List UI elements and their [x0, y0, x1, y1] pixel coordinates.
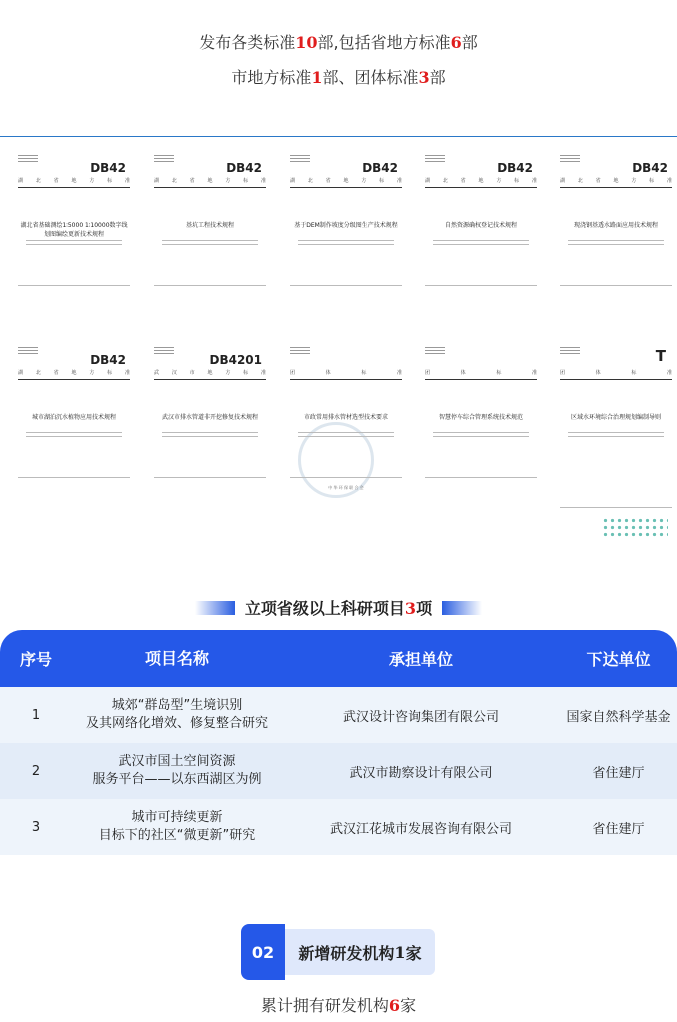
footer-summary: 累计拥有研发机构6家: [260, 996, 417, 1015]
cell-issuer: 省住建厅: [592, 765, 645, 781]
doc-header-lines: [18, 155, 38, 163]
doc-title: 智慧停车综合管理系统技术规范: [438, 414, 523, 421]
doc-date-line: [560, 285, 672, 287]
doc-date-line: [154, 285, 266, 287]
table-row: [0, 743, 677, 799]
doc-title: 城市湖泊沉水植物应用技术规程: [31, 414, 116, 421]
cell-issuer: 省住建厅: [592, 821, 645, 837]
doc-category: 团 体 标 准: [290, 369, 402, 380]
doc-english-lines: [162, 432, 258, 442]
standard-document-cover: [421, 145, 541, 315]
doc-issuer: 中 华 环 保 联 合 会: [328, 485, 364, 490]
doc-header-lines: [560, 155, 580, 163]
cell-no: 1: [31, 707, 41, 723]
doc-category: 湖 北 省 地 方 标 准: [18, 177, 130, 188]
doc-code: T: [655, 347, 666, 365]
doc-category: 湖 北 省 地 方 标 准: [290, 177, 402, 188]
standard-document-cover: [150, 337, 270, 507]
doc-code: DB4201: [209, 353, 262, 367]
standard-document-cover: [556, 337, 676, 537]
doc-category: 团 体 标 准: [425, 369, 537, 380]
standard-document-cover: [286, 337, 406, 507]
doc-title: 湖北省基础测绘1∶5000 1∶10000数字线划图编绘更新技术规程: [20, 222, 128, 238]
doc-english-lines: [298, 432, 394, 442]
doc-english-lines: [162, 240, 258, 250]
header-issuer: 下达单位: [586, 650, 651, 669]
doc-english-lines: [433, 240, 529, 250]
doc-title: 区域水环境综合治理规划编制导则: [570, 414, 661, 421]
research-table: [0, 630, 677, 855]
doc-date-line: [18, 285, 130, 287]
title-decoration-right: [442, 601, 482, 615]
cell-name: 城市可持续更新 目标下的社区“微更新”研究: [98, 810, 256, 843]
standard-document-cover: [286, 145, 406, 315]
doc-code: DB42: [497, 161, 533, 175]
table-row: [0, 687, 677, 743]
standard-document-cover: [421, 337, 541, 507]
doc-title: 现浇钢基透水路面应用技术规程: [573, 222, 658, 229]
doc-date-line: [560, 507, 672, 509]
cell-org: 武汉市勘察设计有限公司: [349, 765, 493, 781]
doc-category: 湖 北 省 地 方 标 准: [560, 177, 672, 188]
doc-date-line: [425, 285, 537, 287]
intro-line-1: 发布各类标准10部,包括省地方标准6部: [199, 33, 478, 52]
intro-line-2: 市地方标准1部、团体标准3部: [231, 68, 446, 87]
doc-english-lines: [568, 240, 664, 250]
doc-category: 武 汉 市 地 方 标 准: [154, 369, 266, 380]
doc-header-lines: [290, 347, 310, 355]
section-title: 新增研发机构 1 家: [285, 929, 435, 975]
doc-english-lines: [433, 432, 529, 442]
table-row: [0, 799, 677, 855]
doc-category: 湖 北 省 地 方 标 准: [425, 177, 537, 188]
doc-category: 湖 北 省 地 方 标 准: [18, 369, 130, 380]
doc-date-line: [425, 477, 537, 479]
doc-title: 市政常用排水管材选型技术要求: [303, 414, 388, 421]
doc-header-lines: [154, 347, 174, 355]
header-no: 序号: [19, 650, 52, 669]
doc-english-lines: [298, 240, 394, 250]
doc-title: 武汉市排水管道非开挖修复技术规程: [161, 414, 258, 421]
standard-document-cover: [14, 337, 134, 507]
doc-header-lines: [560, 347, 580, 355]
doc-code: DB42: [90, 161, 126, 175]
header-org: 承担单位: [388, 650, 453, 669]
doc-header-lines: [290, 155, 310, 163]
doc-header-lines: [18, 347, 38, 355]
doc-english-lines: [568, 432, 664, 442]
cell-org: 武汉设计咨询集团有限公司: [342, 709, 499, 725]
doc-title: 自然资源确权登记技术规程: [444, 222, 517, 229]
research-section-title: 立项省级以上科研项目3项: [244, 599, 433, 618]
doc-date-line: [290, 285, 402, 287]
cell-org: 武汉江花城市发展咨询有限公司: [329, 821, 512, 837]
doc-date-line: [290, 477, 402, 479]
section-number-badge: 02: [241, 924, 285, 980]
doc-category: 湖 北 省 地 方 标 准: [154, 177, 266, 188]
doc-header-lines: [425, 347, 445, 355]
doc-date-line: [154, 477, 266, 479]
cell-no: 3: [31, 819, 41, 835]
doc-category: 团 体 标 准: [560, 369, 672, 380]
standard-document-cover: [150, 145, 270, 315]
doc-header-lines: [425, 155, 445, 163]
doc-code: DB42: [90, 353, 126, 367]
standard-document-cover: [14, 145, 134, 315]
cell-no: 2: [31, 763, 41, 779]
doc-title: 基于DEM制作坡度分级图生产技术规程: [294, 222, 398, 229]
doc-code: DB42: [362, 161, 398, 175]
standards-gallery: [0, 136, 677, 537]
doc-english-lines: [26, 432, 122, 442]
doc-english-lines: [26, 240, 122, 250]
doc-dot-pattern: [602, 517, 668, 537]
doc-date-line: [18, 477, 130, 479]
doc-code: DB42: [632, 161, 668, 175]
cell-name: 武汉市国土空间资源 服务平台——以东西湖区为例: [92, 754, 262, 787]
standard-document-cover: [556, 145, 676, 315]
table-header: [0, 630, 677, 687]
header-name: 项目名称: [144, 648, 209, 668]
cell-issuer: 国家自然科学基金: [566, 709, 671, 725]
cell-name: 城郊“群岛型”生境识别 及其网络化增效、修复整合研究: [85, 698, 268, 731]
doc-header-lines: [154, 155, 174, 163]
doc-title: 基坑工程技术规程: [185, 222, 234, 229]
doc-code: DB42: [226, 161, 262, 175]
